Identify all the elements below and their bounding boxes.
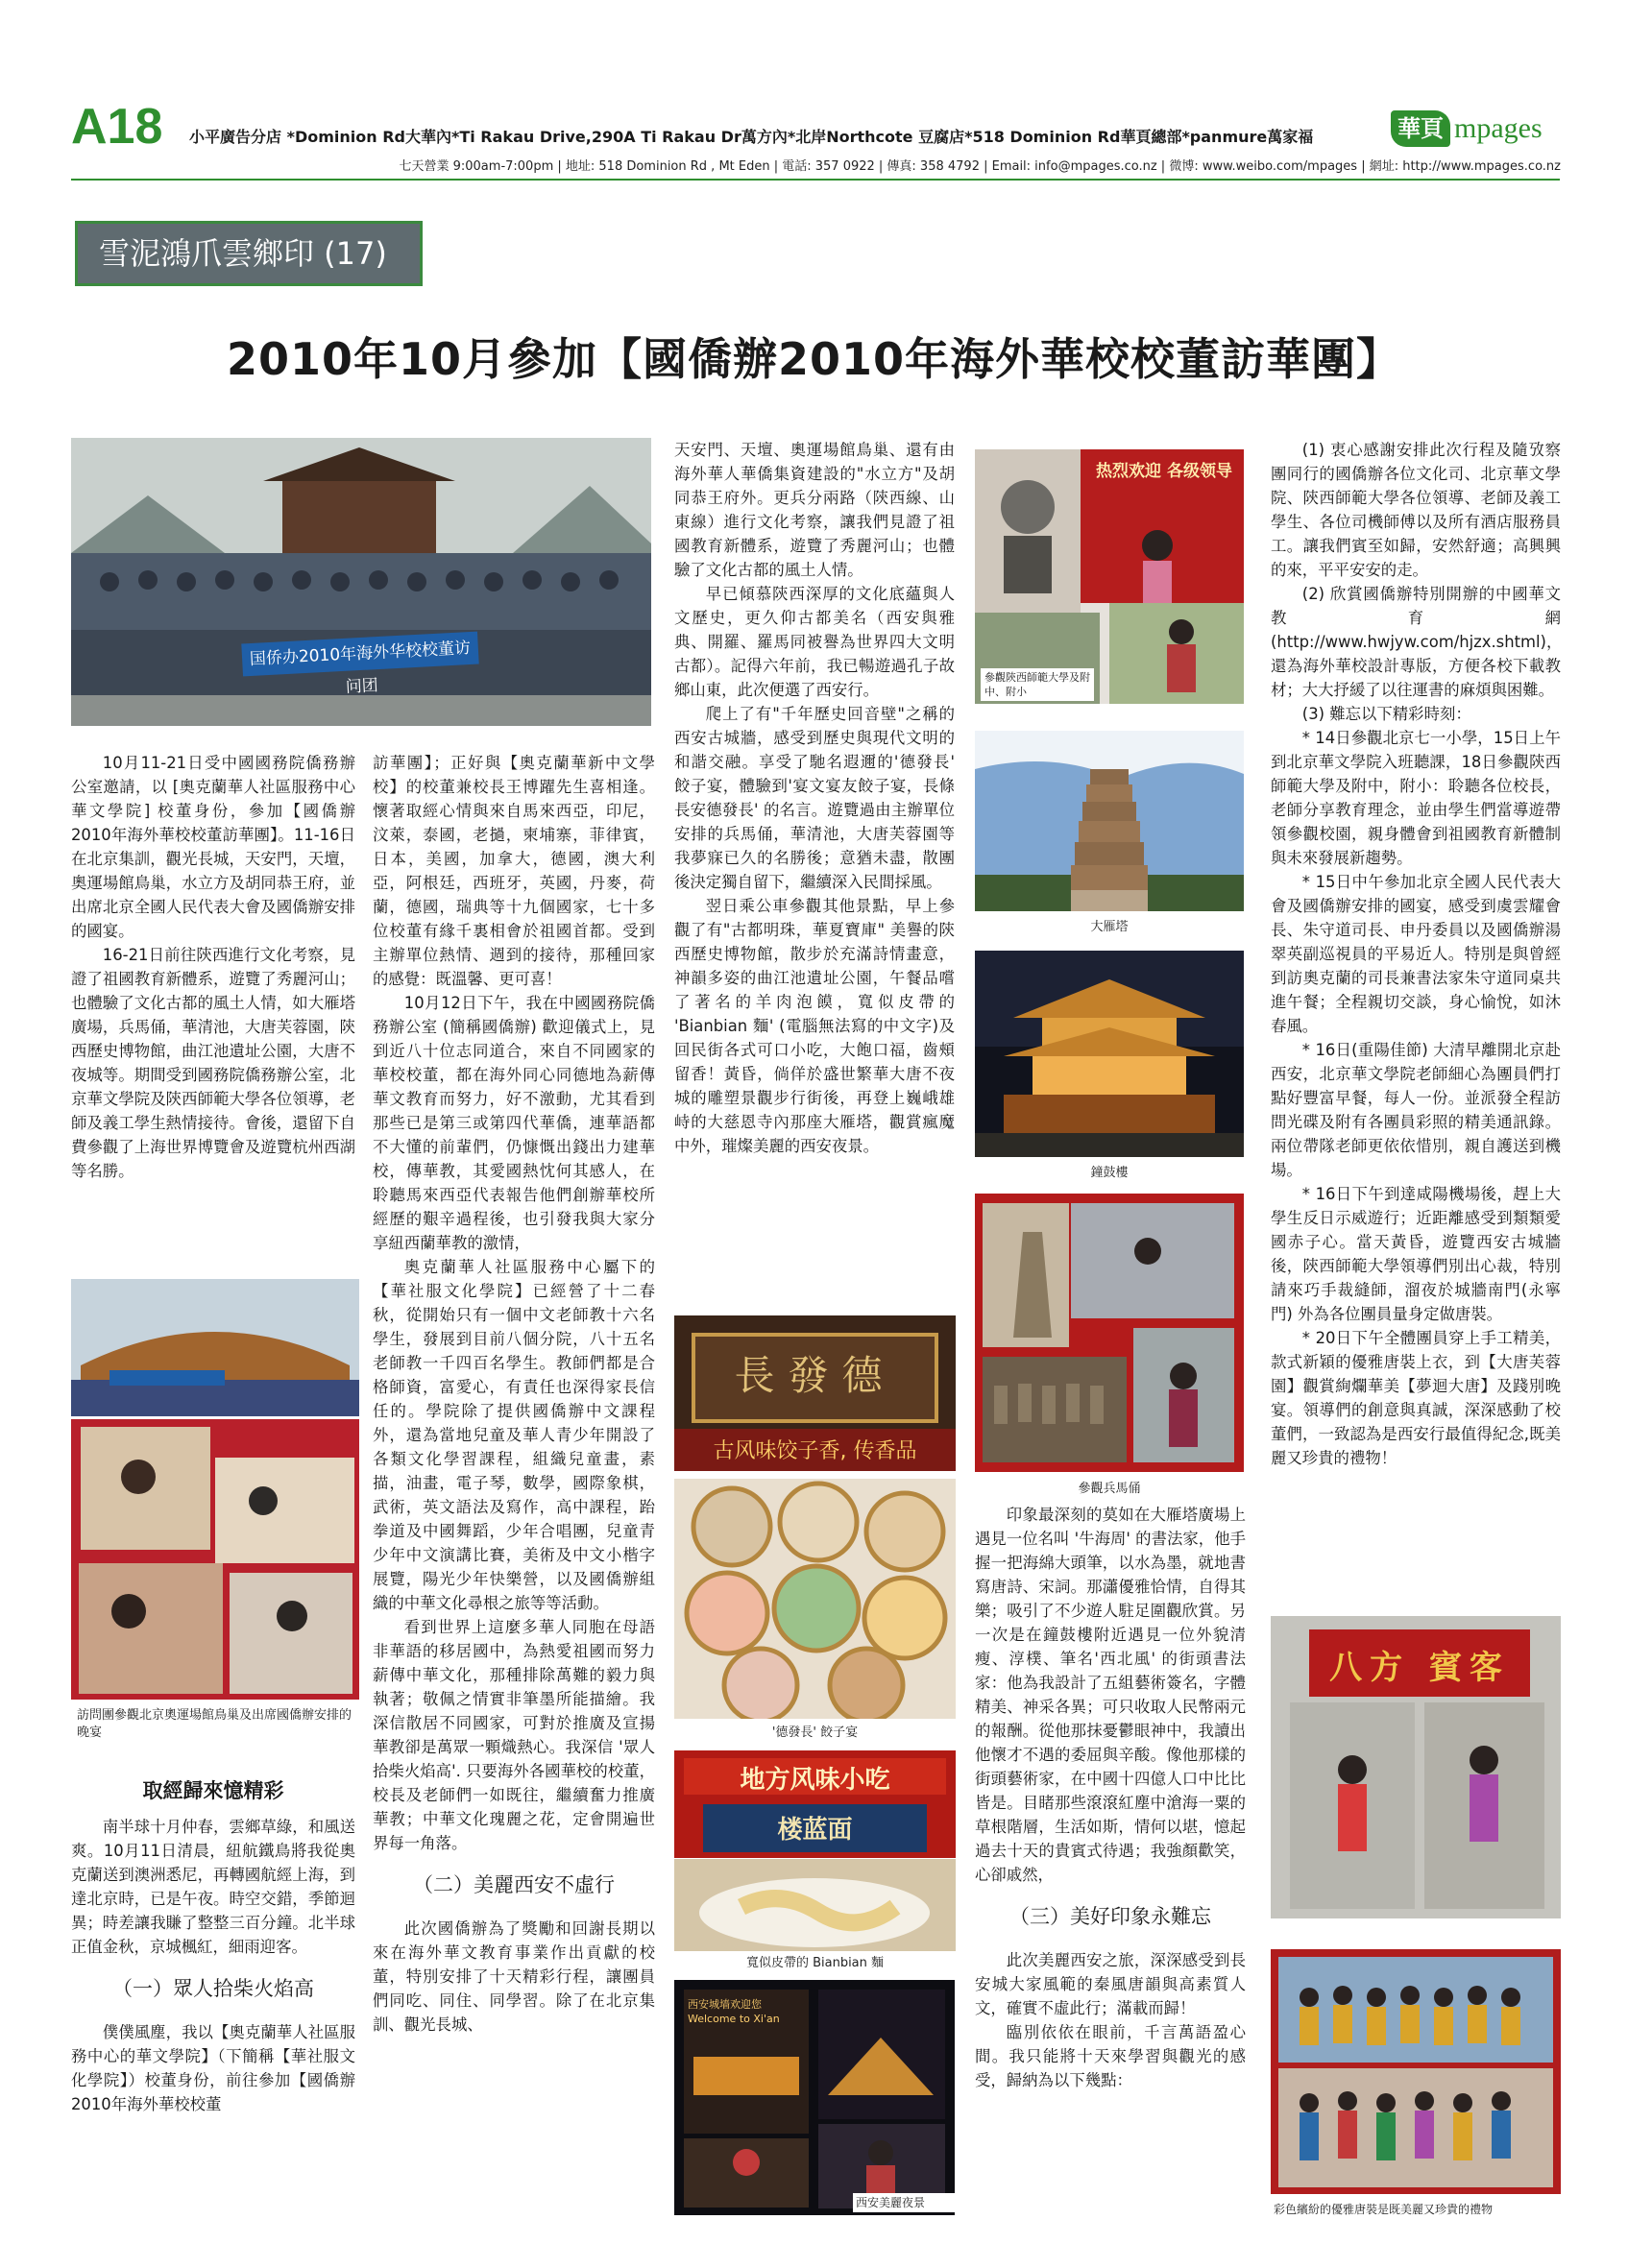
night-sign-text: 西安城墙欢迎您 Welcome to Xi'an [688, 1998, 780, 2025]
section-tag: 雪泥鴻爪雲鄉印 (17) [75, 221, 423, 286]
page-number: A18 [71, 99, 163, 155]
article-column-2 [373, 751, 655, 2037]
paragraph: (3) 難忘以下精彩時刻： [1301, 705, 1471, 723]
paragraph: * 20日下午全體團員穿上手工精美，款式新穎的優雅唐裝上衣，到【大唐芙蓉園】觀賞絢爛華美【夢迴大唐】及踐別晚宴。領導們的創意與真誠，深深感動了校董們，一致認為是西安行最值得紀念,既美麗又珍貴的禮物！ [1271, 1329, 1561, 1467]
paragraph: (2) 欣賞國僑辦特別開辦的中國華文教育網 (http://www.hwjyw.com/hjzx.shtml)，還為海外華校設計專版，方便各校下載教材；大大抒緩了以往運書的麻煩與困難。 [1271, 585, 1563, 699]
dumplings-photo [674, 1479, 956, 1719]
snack-sign-photo [674, 1750, 956, 1858]
article-column-5 [1271, 438, 1561, 1470]
birds-nest-photo [71, 1279, 359, 1416]
paragraph: * 16日下午到達咸陽機場後，趕上大學生反日示威遊行；近距離感受到類類愛國赤子心。當天黃昏，遊覽西安古城牆後，陝西師範大學領導們別出心裁，特別請來巧手裁縫師，溜夜於城牆南門(永寧門) 外為各位團員量身定做唐裝。 [1271, 1185, 1561, 1323]
subheading: 取經歸來憶精彩 [142, 1779, 284, 1802]
paragraph: * 14日參觀北京七一小學，15日上午到北京華文學院入班聽課，18日參觀陝西師範大學及附中，附小：聆聽各位校長，老師分享教育理念，並由學生們當導遊帶領參觀校園，親身體會到祖國教育新體制與未來發展新趨勢。 [1271, 729, 1561, 867]
snack-sign-text: 地方风味小吃 [740, 1766, 890, 1795]
paragraph: 16-21日前往陝西進行文化考察，見證了祖國教育新體系，遊覽了秀麗河山；也體驗了文化古都的風土人情，如大雁塔廣場，兵馬俑，華清池，大唐芙蓉園，陝西歷史博物館，曲江池遺址公園，大唐不夜城等。期間受到國務院僑務辦公室，北京華文學院及陝西師範大學各位領導，老師及義工學生熱情接待。會後，還留下自費參觀了上海世界博覽會及遊覽杭州西湖等名勝。 [71, 946, 355, 1180]
logo-word: mpages [1454, 112, 1543, 144]
caption-school: 參觀陝西師範大學及附中、附小 [981, 668, 1094, 701]
group-banner: 国侨办2010年海外华校校董访问团 [241, 632, 478, 677]
caption-pagoda: 大雁塔 [1090, 920, 1129, 934]
contact-line: 七天營業 9:00am-7:00pm | 地址: 518 Dominion Rd , Mt Eden | 電話: 357 0922 | 傳真: 358 4792 | Email: info@mpages.co.nz | 微博: www.weibo.com/mpages | 網址: http://www.mpages.co.nz [399, 159, 1561, 174]
paragraph: 僕僕風塵，我以【奧克蘭華人社區服務中心的華文學院】（下簡稱【華社服文化學院】）校董身份，前往參加【國僑辦2010年海外華校校董 [71, 2023, 355, 2113]
subheading: （一）眾人拾柴火焰高 [112, 1977, 314, 2000]
caption-birds-nest: 訪問團參觀北京奧運場館鳥巢及出席國僑辦安排的晚宴 [77, 1708, 352, 1740]
paragraph: 10月11-21日受中國國務院僑務辦公室邀請，以 [奧克蘭華人社區服務中心華文學院] 校董身份，參加【國僑辦2010年海外華校校董訪華團】。11-16日在北京集訓，觀光長城，天安門，天壇，奧運場館鳥巢，水立方及胡同恭王府，並出席北京全國人民代表大會及國僑辦安排的國宴。 [71, 754, 355, 940]
dumpling-sign-sub: 古风味饺子香, 传香品 [713, 1439, 917, 1463]
paragraph: 早已傾慕陝西深厚的文化底蘊與人文歷史，更久仰古都美名（西安與雅典、開羅、羅馬同被譽為世界四大文明古都）。記得六年前，我已暢遊過孔子故鄉山東，此次便選了西安行。 [674, 585, 955, 699]
paragraph: 天安門、天壇、奧運場館鳥巢、還有由海外華人華僑集資建設的"水立方"及胡同恭王府外。更兵分兩路（陝西線、山東線）進行文化考察，讓我們見證了祖國教育新體系，遊覽了秀麗河山；也體驗了文化古都的風土人情。 [674, 441, 955, 579]
paragraph: 此次國僑辦為了獎勵和回謝長期以來在海外華文教育事業作出貢獻的校董，特別安排了十天精彩行程，讓團員們同吃、同住、同學習。除了在北京集訓、觀光長城、 [373, 1919, 655, 2034]
costumes-photo [1271, 1949, 1561, 2194]
night-scene-photo [674, 1980, 955, 2215]
paragraph: * 16日(重陽佳節) 大清早離開北京赴西安，北京華文學院老師細心為團員們打點好豐富早餐，每人一份。並派發全程訪問光碟及附有各團員彩照的精美通訊錄。兩位帶隊老師更依依惜別，親自護送到機場。 [1271, 1041, 1561, 1179]
paragraph: 印象最深刻的莫如在大雁塔廣場上遇見一位名叫 '牛海周' 的書法家，他手握一把海綿大頭筆，以水為墨，就地書寫唐詩、宋詞。那瀟優雅恰情，自得其樂；吸引了不少遊人駐足圍觀欣賞。另一次是在鐘鼓樓附近遇見一位外貌清瘦、淳樸、筆名'西北風' 的街頭書法家：他為我設計了五組藝術簽名，字體精美、神采各異；可只收取人民幣兩元的報酬。從他那抹憂鬱眼神中，我讀出他懷才不遇的委屈與辛酸。像他那樣的街頭藝術家，在中國十四億人口中比比皆是。目睹那些滾滾紅塵中滄海一粟的草根階層，生活如斯，情何以堪，憶起過去十天的貴賓式待遇；我強顏歡笑，心卻戚然， [975, 1506, 1246, 1884]
article-column-1 [71, 751, 355, 1183]
paragraph: 此次美麗西安之旅，深深感受到長安城大家風範的秦風唐韻與高素質人文，確實不虛此行；滿載而歸！ [975, 1951, 1246, 2017]
dumpling-sign-photo [674, 1315, 956, 1471]
dumpling-sign-text: 長發德 [734, 1352, 896, 1399]
article-column-4 [975, 1503, 1246, 2092]
paragraph: 看到世界上這麼多華人同胞在母語非華語的移居國中，為熱愛祖國而努力薪傳中華文化，那種排除萬難的毅力與執著；敬佩之情實非筆墨所能描繪。我深信散居不同國家，可對於推廣及宣揚華教卻是萬眾一顆熾熱心。我深信 '眾人拾柴火焰高'. 只要海外各國華校的校董，校長及老師們一如既往，繼續奮力推廣華教；中華文化瑰麗之花，定會開遍世界每一角落。 [373, 1618, 655, 1852]
paragraph: 翌日乘公車參觀其他景點，早上參觀了有"古都明珠，華夏寶庫" 美譽的陝西歷史博物館，散步於充滿詩情畫意，神韻多姿的曲江池遺址公園，午餐品嚐了著名的羊肉泡饃，寬似皮帶的 'Bianbian 麵' (電腦無法寫的中文字)及回民街各式可口小吃，大飽口福，齒頰留香！黃昏，倘佯於盛世繁華大唐不夜城的雕塑景觀步行街後，再登上巍峨雄峙的大慈恩寺內那座大雁塔，觀賞瘋魔中外，璀燦美麗的西安夜景。 [674, 897, 955, 1155]
subheading: （二）美麗西安不虛行 [413, 1873, 615, 1896]
caption-costumes: 彩色繽紛的優雅唐裝是既美麗又珍貴的禮物 [1274, 2203, 1494, 2216]
caption-noodles: 寬似皮帶的 Bianbian 麵 [745, 1956, 885, 1970]
noodles-photo [674, 1859, 956, 1951]
header-divider [71, 179, 1560, 181]
school-visit-photo [975, 449, 1244, 704]
welcome-banner: 热烈欢迎 各级领导 [1096, 462, 1232, 481]
logo-mark: 華頁 [1391, 110, 1450, 147]
red-sign-photo [1271, 1616, 1561, 1918]
paragraph: 奧克蘭華人社區服務中心屬下的【華社服文化學院】已經營了十二春秋，從開始只有一個中文老師教十六名學生，發展到目前八個分院，八十五名老師教一千四百名學生。教師們都是合格師資，富愛心，有責任也深得家長信任的。學院除了提供國僑辦中文課程外，還為當地兒童及華人青少年開設了各類文化學習課程，組織兒童畫，素描，油畫，電子琴，數學，國際象棋，武術，英文語法及寫作，高中課程，跆拳道及中國舞蹈，少年合唱團，兒童青少年中文演講比賽，美術及中文小楷字展覽，陽光少年快樂營，以及國僑辦組織的中華文化尋根之旅等等活動。 [373, 1258, 655, 1612]
drum-tower-photo [975, 951, 1244, 1157]
paragraph: 臨別依依在眼前，千言萬語盈心間。我只能將十天來學習與觀光的感受，歸納為以下幾點： [975, 2023, 1246, 2089]
paragraph: 爬上了有"千年歷史回音壁"之稱的西安古城牆，感受到歷史與現代文明的和諧交融。享受了馳名遐邇的'德發長' 餃子宴，體驗到'宴文宴友餃子宴，長條長安德發長' 的名言。遊覽過由主辦單位安排的兵馬俑，華清池，大唐芙蓉園等我夢寐已久的名勝後；意猶未盡，散團後決定獨自留下，繼續深入民間採風。 [674, 705, 955, 891]
caption-dumplings: '德發長' 餃子宴 [771, 1725, 859, 1740]
mpages-logo[interactable] [1391, 110, 1560, 149]
snack-sign-sub: 楼蓝面 [777, 1816, 853, 1845]
group-photo [71, 438, 651, 726]
caption-drum-tower: 鐘鼓樓 [1090, 1166, 1129, 1180]
paragraph: 訪華團】；正好與【奧克蘭華新中文學校】的校董兼校長王博躍先生喜相逢。懷著取經心情與來自馬來西亞，印尼，汶萊，泰國，老撾，柬埔寨，菲律賓，日本，美國，加拿大，德國，澳大利亞，阿根廷，西班牙，英國，丹麥，荷蘭，德國，瑞典等十九個國家，七十多位校董有緣千裏相會於祖國首都。受到主辦單位熱情、週到的接待，那種回家的感覺：既溫馨、更可喜！ [373, 754, 655, 988]
subheading: （三）美好印象永難忘 [1009, 1905, 1211, 1928]
red-sign-text: 八方 賓客 [1329, 1649, 1510, 1687]
paragraph: 南半球十月仲春，雲鄉草綠，和風送爽。10月11日清晨，紐航鐵鳥將我從奧克蘭送到澳洲悉尼，再轉國航經上海，到達北京時，已是午夜。時空交錯，季節迴異；時差讓我賺了整整三百分鐘。北半球正值金秋，京城楓紅，細雨迎客。 [71, 1818, 355, 1956]
branch-address-line: 小平廣告分店 *Dominion Rd大華內*Ti Rakau Drive,290A Ti Rakau Dr萬方內*北岸Northcote 豆腐店*518 Dominion Rd華頁總部*panmure萬家福 [189, 128, 1314, 146]
banquet-photo [71, 1419, 359, 1700]
caption-night: 西安美麗夜景 [853, 2193, 955, 2212]
article-column-1b [71, 1763, 355, 2116]
article-column-3 [674, 438, 955, 1158]
headline: 2010年10月參加【國僑辦2010年海外華校校董訪華團】 [226, 333, 1402, 385]
paragraph: (1) 衷心感謝安排此次行程及隨攷察團同行的國僑辦各位文化司、北京華文學院、陝西師範大學各位領導、老師及義工學生、各位司機師傅以及所有酒店服務員工。讓我們賓至如歸，安然舒適；高興興的來，平平安安的走。 [1271, 441, 1561, 579]
paragraph: * 15日中午參加北京全國人民代表大會及國僑辦安排的國宴，感受到虞雲耀會長、朱守道司長、申丹委員以及國僑辦湯翠英副巡視員的平易近人。特別是與曾經到訪奧克蘭的司長兼書法家朱守道同桌共進午餐；全程親切交談，身心愉悅，如沐春風。 [1271, 873, 1561, 1035]
terracotta-photo [975, 1194, 1244, 1472]
caption-terracotta: 參觀兵馬俑 [1078, 1482, 1141, 1496]
paragraph: 10月12日下午，我在中國國務院僑務辦公室 (簡稱國僑辦) 歡迎儀式上，見到近八十位志同道合，來自不同國家的華校校董，都在海外同心同德地為薪傳華文教育而努力，好不激動，尤其看到那些已是第三或第四代華僑，連華語都不大懂的前輩們，仍慷慨出錢出力建華校，傳華教，其愛國熱忱何其感人，在聆聽馬來西亞代表報告他們創辦華校所經歷的艱辛過程後，也引發我與大家分享紐西蘭華教的激情， [373, 994, 655, 1252]
pagoda-photo [975, 731, 1244, 911]
